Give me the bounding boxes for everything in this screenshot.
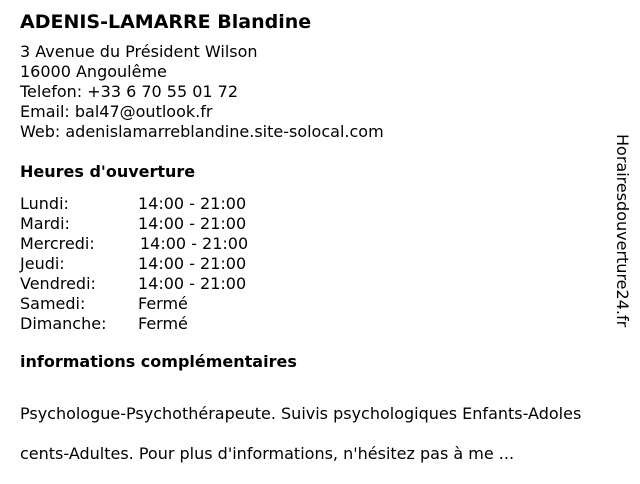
phone-line: Telefon: +33 6 70 55 01 72 bbox=[20, 82, 239, 101]
time-value: 14:00 - 21:00 bbox=[138, 274, 247, 293]
day-label: Mercredi: bbox=[20, 234, 95, 253]
business-name: ADENIS-LAMARRE Blandine bbox=[20, 11, 312, 33]
additional-info-text bbox=[20, 384, 632, 484]
opening-hours-heading: Heures d'ouverture bbox=[20, 162, 196, 181]
hours-row-wednesday bbox=[20, 234, 620, 254]
time-value: 14:00 - 21:00 bbox=[138, 254, 247, 273]
hours-row-saturday bbox=[20, 294, 620, 314]
hours-row-thursday bbox=[20, 254, 620, 274]
day-label: Lundi: bbox=[20, 194, 69, 213]
hours-row-friday bbox=[20, 274, 620, 294]
site-watermark: Horairesdouverture24.fr bbox=[613, 134, 632, 328]
time-value: 14:00 - 21:00 bbox=[138, 194, 247, 213]
time-value: Fermé bbox=[138, 294, 188, 313]
day-label: Dimanche: bbox=[20, 314, 107, 333]
business-card bbox=[20, 10, 620, 484]
address-street: 3 Avenue du Président Wilson bbox=[20, 42, 258, 61]
additional-info-heading: informations complémentaires bbox=[20, 352, 297, 371]
time-value: 14:00 - 21:00 bbox=[140, 234, 249, 253]
description-line-1: Psychologue-Psychothérapeute. Suivis psychologiques Enfants-Adoles bbox=[20, 404, 582, 423]
day-label: Samedi: bbox=[20, 294, 86, 313]
website-line: Web: adenislamarreblandine.site-solocal.com bbox=[20, 122, 384, 141]
email-line: Email: bal47@outlook.fr bbox=[20, 102, 213, 121]
hours-row-monday bbox=[20, 194, 620, 214]
hours-row-sunday bbox=[20, 314, 620, 334]
time-value: 14:00 - 21:00 bbox=[138, 214, 247, 233]
address-city: 16000 Angoulême bbox=[20, 62, 167, 81]
hours-row-tuesday bbox=[20, 214, 620, 234]
day-label: Jeudi: bbox=[20, 254, 65, 273]
day-label: Mardi: bbox=[20, 214, 70, 233]
day-label: Vendredi: bbox=[20, 274, 96, 293]
description-line-2: cents-Adultes. Pour plus d'informations, n'hésitez pas à me ... bbox=[20, 444, 515, 463]
time-value: Fermé bbox=[138, 314, 188, 333]
